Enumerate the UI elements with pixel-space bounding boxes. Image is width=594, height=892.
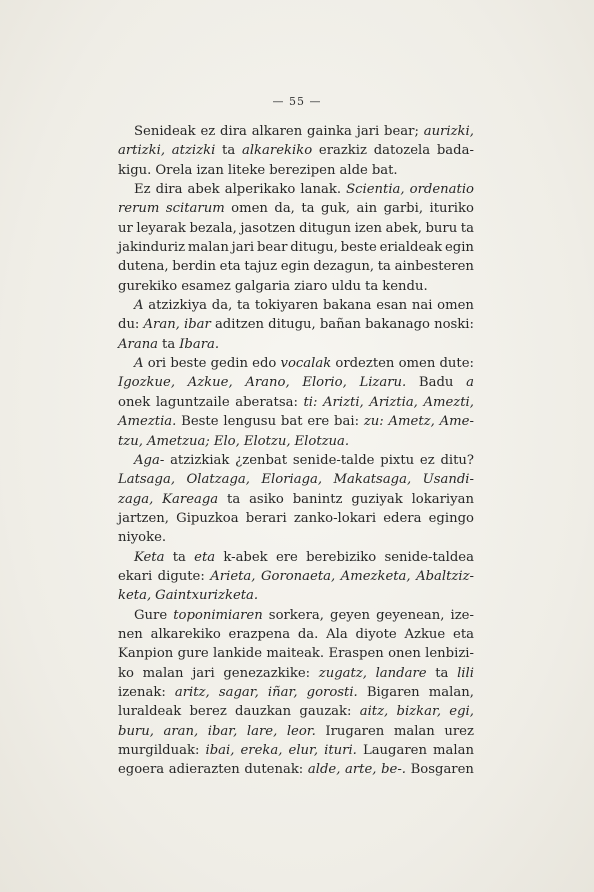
word: buru xyxy=(425,220,458,236)
text-line xyxy=(118,393,474,412)
italic-word: Elorio, xyxy=(302,375,347,391)
word: guziyak xyxy=(351,491,403,507)
word: ta xyxy=(377,259,391,275)
italic-word: be-. xyxy=(381,762,406,778)
word: nen xyxy=(118,626,143,642)
word: murgilduak: xyxy=(118,743,200,758)
italic-word: gorosti. xyxy=(306,684,358,700)
word: jartzen, xyxy=(118,510,169,526)
italic-word: Gaintxurizketa. xyxy=(155,588,259,604)
word: du: xyxy=(118,317,140,333)
word: adierazten xyxy=(168,762,240,778)
italic-word: lare, xyxy=(246,723,278,739)
word: jari xyxy=(192,665,215,681)
italic-word: alde, xyxy=(307,762,341,778)
italic-word: Keta xyxy=(134,549,165,565)
italic-word: Elotzua. xyxy=(294,433,350,449)
word: geyenean, xyxy=(376,607,445,623)
italic-word: Elo, xyxy=(213,433,240,449)
word: gainka xyxy=(307,124,352,139)
word: guk, xyxy=(320,201,351,217)
italic-word: Latsaga, xyxy=(118,472,176,488)
word: malan xyxy=(393,723,435,739)
word: geyen xyxy=(330,607,371,623)
word: bada- xyxy=(436,143,474,159)
word: jasotzen xyxy=(240,220,296,236)
text-line xyxy=(118,509,474,528)
word: omen xyxy=(398,356,436,372)
word: erialdeak xyxy=(379,240,443,256)
word: bat. xyxy=(371,162,398,178)
italic-word: Eloriaga, xyxy=(261,472,323,488)
word: ditugu, xyxy=(268,317,316,333)
word: Badu xyxy=(418,375,454,391)
text-line xyxy=(118,277,474,296)
word: bear; xyxy=(384,124,419,139)
word: egin xyxy=(444,240,474,256)
word: ta xyxy=(435,665,449,681)
word: alkarekiko xyxy=(150,626,221,642)
word: egoera xyxy=(118,762,165,778)
word: ere xyxy=(307,414,330,430)
italic-word: elur, xyxy=(288,743,319,758)
word: lengusu xyxy=(223,414,277,430)
word: Bigaren xyxy=(366,684,420,700)
word: omen xyxy=(231,201,268,217)
text-line xyxy=(118,644,474,663)
word: ditu? xyxy=(440,452,474,468)
word: ziaro xyxy=(294,278,328,294)
text-line xyxy=(118,219,474,238)
word: alkaren xyxy=(251,124,303,139)
word: liteke xyxy=(227,162,266,178)
italic-word: rerum xyxy=(118,201,160,217)
word: galgaria xyxy=(234,278,291,294)
italic-word: Usandi- xyxy=(422,472,474,488)
text-line xyxy=(118,180,474,199)
italic-word: Ameztia. xyxy=(118,414,177,430)
italic-word: artizki, xyxy=(118,143,166,159)
text-line xyxy=(118,586,474,605)
text-line xyxy=(118,760,474,779)
word: Gure xyxy=(134,607,168,623)
word: berdin xyxy=(172,259,216,275)
word: Ala xyxy=(326,626,348,642)
text-line xyxy=(118,625,474,644)
word: berezipen xyxy=(269,162,336,178)
word: laguntzaile xyxy=(155,394,230,410)
word: ez xyxy=(200,124,216,139)
text-line xyxy=(118,548,474,567)
word: maiteak. xyxy=(266,646,325,662)
word: ituriko xyxy=(429,201,474,217)
italic-word: atzizki xyxy=(171,143,216,159)
italic-word: scitarum xyxy=(165,201,225,217)
word: malan xyxy=(142,665,184,681)
word: genezazkike: xyxy=(223,665,311,681)
word: dute: xyxy=(439,356,474,372)
word: digute: xyxy=(157,568,205,584)
italic-word: Olatzaga, xyxy=(186,472,250,488)
italic-word: Azkue, xyxy=(187,375,233,391)
word: edera xyxy=(383,510,422,526)
text-line xyxy=(118,432,474,451)
italic-word: eta xyxy=(194,549,216,565)
text-line xyxy=(118,141,474,160)
text-line xyxy=(118,373,474,392)
word: Bosgaren xyxy=(410,762,474,778)
word: da. xyxy=(297,626,319,642)
word: aditzen xyxy=(214,317,265,333)
word: dutenak: xyxy=(244,762,304,778)
word: gurekiko xyxy=(118,278,178,294)
italic-word: Goronaeta, xyxy=(260,568,336,584)
word: malan xyxy=(433,743,474,758)
word: gedin xyxy=(210,356,248,372)
word: beste xyxy=(340,240,377,256)
text-line xyxy=(118,470,474,489)
word: bezala, xyxy=(189,220,237,236)
word: ain xyxy=(356,201,378,217)
word: dira xyxy=(155,182,183,198)
text-line xyxy=(118,354,474,373)
word: ta xyxy=(236,298,251,314)
word: da, xyxy=(274,201,295,217)
word: aberatsa: xyxy=(235,394,298,410)
text-line xyxy=(118,122,474,141)
italic-word: aurizki, xyxy=(423,124,474,139)
italic-word: Scientia, xyxy=(346,182,405,198)
word: bai: xyxy=(334,414,360,430)
word: bat xyxy=(280,414,303,430)
word: malan xyxy=(187,240,229,256)
italic-word: egi, xyxy=(449,704,474,720)
word: ori xyxy=(147,356,167,372)
word: niyoke. xyxy=(118,530,167,546)
word: jari xyxy=(356,124,380,139)
word: esamez xyxy=(181,278,231,294)
word: ¿zenbat xyxy=(235,452,288,468)
italic-word: lili xyxy=(457,665,474,681)
word: abek, xyxy=(385,220,422,236)
text-line xyxy=(118,161,474,180)
word: dutena, xyxy=(118,259,169,275)
page-number: — 55 — xyxy=(272,95,322,108)
word: Gipuzkoa xyxy=(176,510,239,526)
italic-word: a xyxy=(466,375,474,391)
text-line xyxy=(118,528,474,547)
word: ta xyxy=(172,549,186,565)
word: ez xyxy=(419,452,435,468)
italic-word: Ametz, xyxy=(388,414,435,430)
italic-word: alkarekiko xyxy=(241,143,313,159)
italic-word: tzu, xyxy=(118,433,143,449)
word: malan, xyxy=(428,684,474,700)
word: egin xyxy=(280,259,310,275)
word: Irugaren xyxy=(325,723,385,739)
italic-word: aitz, xyxy=(359,704,389,720)
text-line xyxy=(118,683,474,702)
word: beste xyxy=(170,356,207,372)
italic-word: Ariztia, xyxy=(369,394,418,410)
italic-word: Aga- xyxy=(134,452,165,468)
word: ta xyxy=(301,201,315,217)
italic-word: Aran, xyxy=(143,317,180,333)
word: alde xyxy=(339,162,368,178)
word: eta xyxy=(219,259,241,275)
word: atzizkiya xyxy=(148,298,208,314)
word: onen xyxy=(388,646,421,662)
italic-word: Ibara. xyxy=(179,336,220,352)
word: Kanpion xyxy=(118,646,174,662)
word: sorkera, xyxy=(268,607,324,623)
italic-word: ituri. xyxy=(324,743,357,758)
word: asiko xyxy=(249,491,284,507)
word: berez xyxy=(189,704,227,720)
word: kigu. xyxy=(118,162,152,178)
italic-word: zaga, xyxy=(118,491,154,507)
italic-word: aran, xyxy=(163,723,199,739)
word: ur xyxy=(118,220,133,236)
word: pixtu xyxy=(380,452,415,468)
word: banintz xyxy=(292,491,343,507)
italic-word: ibar xyxy=(184,317,211,333)
italic-word: aritz, xyxy=(174,684,210,700)
italic-word: Elotzu, xyxy=(243,433,291,449)
word: ta xyxy=(222,143,236,159)
italic-word: Igozkue, xyxy=(118,375,176,391)
word: bakana xyxy=(322,298,372,314)
word: senide-talde xyxy=(292,452,375,468)
word: jari xyxy=(231,240,255,256)
word: Orela xyxy=(155,162,193,178)
word: izenak: xyxy=(118,684,166,700)
word: edo xyxy=(252,356,277,372)
word: dezagun, xyxy=(313,259,375,275)
word: kendu. xyxy=(382,278,428,294)
text-line xyxy=(118,257,474,276)
word: ditugun xyxy=(299,220,352,236)
word: dauzkan xyxy=(235,704,292,720)
text-line xyxy=(118,412,474,431)
word: alperikako xyxy=(224,182,296,198)
word: k-abek xyxy=(223,549,268,565)
word: ize- xyxy=(450,607,474,623)
word: ko xyxy=(118,665,134,681)
word: ta xyxy=(460,220,474,236)
word: ere xyxy=(275,549,298,565)
text-line xyxy=(118,296,474,315)
italic-word: zu: xyxy=(363,414,384,430)
italic-word: ibai, xyxy=(205,743,235,758)
text-line xyxy=(118,199,474,218)
word: esan xyxy=(376,298,408,314)
word: ditugu, xyxy=(290,240,338,256)
word: gure xyxy=(177,646,209,662)
word: egingo xyxy=(428,510,474,526)
italic-word: Arieta, xyxy=(210,568,256,584)
word: Eraspen xyxy=(328,646,384,662)
italic-word: A xyxy=(134,298,144,314)
word: Senideak xyxy=(134,124,196,139)
italic-word: Ametzua; xyxy=(146,433,210,449)
text-line xyxy=(118,722,474,741)
word: datozela xyxy=(373,143,431,159)
word: Laugaren xyxy=(362,743,427,758)
word: ekari xyxy=(118,568,153,584)
word: noski: xyxy=(434,317,474,333)
word: onek xyxy=(118,394,151,410)
word: Azkue xyxy=(404,626,446,642)
word: uldu xyxy=(331,278,362,294)
text-line xyxy=(118,451,474,470)
text-line xyxy=(118,335,474,354)
italic-word: Makatsaga, xyxy=(333,472,412,488)
word: Ez xyxy=(134,182,151,198)
italic-word: vocalak xyxy=(280,356,332,372)
word: ta xyxy=(162,336,176,352)
word: ordezten xyxy=(335,356,395,372)
text-line xyxy=(118,741,474,760)
word: lanak. xyxy=(300,182,342,198)
italic-word: Amezketa, xyxy=(340,568,411,584)
word: lokariyan xyxy=(411,491,474,507)
italic-word: zugatz, xyxy=(318,665,367,681)
word: ta xyxy=(227,491,241,507)
word: abek xyxy=(187,182,220,198)
italic-word: ereka, xyxy=(240,743,283,758)
italic-word: keta, xyxy=(118,588,152,604)
italic-word: Arizti, xyxy=(323,394,364,410)
text-line xyxy=(118,567,474,586)
word: bañan xyxy=(319,317,361,333)
word: lankide xyxy=(213,646,263,662)
text-line xyxy=(118,606,474,625)
word: izan xyxy=(196,162,224,178)
word: leyarak xyxy=(136,220,186,236)
word: urez xyxy=(444,723,474,739)
word: garbi, xyxy=(383,201,424,217)
word: bakanago xyxy=(365,317,430,333)
word: zanko-lokari xyxy=(293,510,377,526)
italic-word: leor. xyxy=(286,723,316,739)
word: erazpena xyxy=(228,626,291,642)
word: ainbesteren xyxy=(394,259,474,275)
italic-word: Abaltziz- xyxy=(416,568,474,584)
body-text xyxy=(118,122,474,780)
word: lenbizi- xyxy=(425,646,474,662)
text-line xyxy=(118,490,474,509)
word: luraldeak xyxy=(118,704,182,720)
word: Beste xyxy=(181,414,219,430)
text-line xyxy=(118,238,474,257)
italic-word: ti: xyxy=(303,394,318,410)
word: izen xyxy=(354,220,383,236)
word: eta xyxy=(453,626,474,642)
italic-word: A xyxy=(134,356,144,372)
italic-word: Ame- xyxy=(439,414,474,430)
italic-word: toponimiaren xyxy=(173,607,263,623)
word: atzizkiak xyxy=(170,452,230,468)
italic-word: Amezti, xyxy=(423,394,474,410)
italic-word: landare xyxy=(375,665,427,681)
word: dira xyxy=(220,124,247,139)
word: ta xyxy=(365,278,379,294)
italic-word: bizkar, xyxy=(396,704,442,720)
text-line xyxy=(118,315,474,334)
word: diyote xyxy=(355,626,397,642)
italic-word: ibar, xyxy=(207,723,238,739)
word: tokiyaren xyxy=(254,298,319,314)
italic-word: buru, xyxy=(118,723,154,739)
word: senide-taldea xyxy=(384,549,474,565)
word: bear xyxy=(256,240,288,256)
italic-word: iñar, xyxy=(267,684,298,700)
word: omen xyxy=(437,298,474,314)
text-line xyxy=(118,702,474,721)
italic-word: sagar, xyxy=(218,684,259,700)
italic-word: Lizaru. xyxy=(359,375,407,391)
italic-word: Arana xyxy=(118,336,159,352)
word: jakinduriz xyxy=(118,240,186,256)
word: tajuz xyxy=(244,259,278,275)
italic-word: Kareaga xyxy=(162,491,219,507)
italic-word: Arano, xyxy=(245,375,290,391)
word: berebiziko xyxy=(306,549,377,565)
text-line xyxy=(118,664,474,683)
word: gauzak: xyxy=(299,704,352,720)
word: erazkiz xyxy=(318,143,367,159)
word: nai xyxy=(411,298,433,314)
word: berari xyxy=(245,510,287,526)
italic-word: arte, xyxy=(345,762,377,778)
italic-word: ordenatio xyxy=(409,182,474,198)
word: da, xyxy=(211,298,233,314)
